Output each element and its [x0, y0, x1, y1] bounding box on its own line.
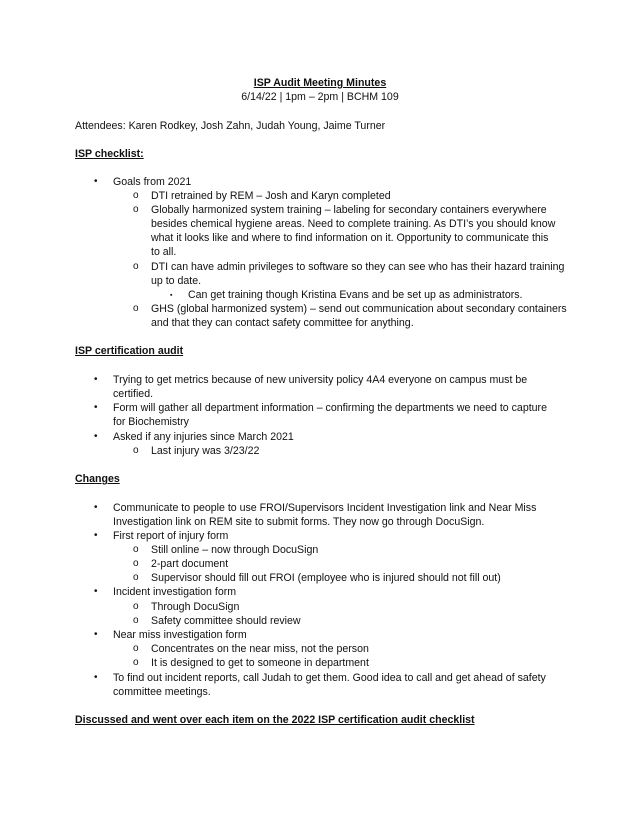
circle-bullet-icon: o [133, 643, 139, 654]
list-item-continuation: Investigation link on REM site to submit forms. They now go through DocuSign. [113, 516, 485, 528]
list-item: Through DocuSign [151, 601, 240, 613]
circle-bullet-icon: o [133, 601, 139, 612]
circle-bullet-icon: o [133, 204, 139, 215]
list-item: Goals from 2021 [113, 176, 192, 188]
list-item-continuation: committee meetings. [113, 686, 211, 698]
list-item: Safety committee should review [151, 615, 301, 627]
list-item: First report of injury form [113, 530, 229, 542]
bullet-icon: • [94, 672, 98, 683]
section-heading: ISP checklist: [75, 148, 144, 160]
list-item: DTI can have admin privileges to software so they can see who has their hazard training [151, 261, 565, 273]
circle-bullet-icon: o [133, 544, 139, 555]
bullet-icon: • [94, 431, 98, 442]
list-item-continuation: certified. [113, 388, 154, 400]
circle-bullet-icon: o [133, 445, 139, 456]
list-item: To find out incident reports, call Judah to get them. Good idea to call and get ahead of safety [113, 672, 546, 684]
list-item: It is designed to get to someone in department [151, 657, 369, 669]
list-item: DTI retrained by REM – Josh and Karyn completed [151, 190, 391, 202]
list-item: Near miss investigation form [113, 629, 247, 641]
list-item: Globally harmonized system training – labeling for secondary containers everywhere [151, 204, 547, 216]
circle-bullet-icon: o [133, 572, 139, 583]
circle-bullet-icon: o [133, 190, 139, 201]
closing-statement: Discussed and went over each item on the 2022 ISP certification audit checklist [75, 714, 475, 726]
circle-bullet-icon: o [133, 558, 139, 569]
list-item: Communicate to people to use FROI/Supervisors Incident Investigation link and Near Miss [113, 502, 537, 514]
circle-bullet-icon: o [133, 261, 139, 272]
circle-bullet-icon: o [133, 657, 139, 668]
bullet-icon: • [94, 586, 98, 597]
list-item-continuation: up to date. [151, 275, 202, 287]
list-item-continuation: besides chemical hygiene areas. Need to complete training. As DTI’s you should know [151, 218, 556, 230]
list-item: Still online – now through DocuSign [151, 544, 319, 556]
list-item: Trying to get metrics because of new university policy 4A4 everyone on campus must be [113, 374, 528, 386]
section-heading: Changes [75, 473, 120, 485]
list-item: Incident investigation form [113, 586, 237, 598]
section-heading: ISP certification audit [75, 345, 184, 357]
list-item-continuation: what it looks like and where to find information on it. Opportunity to communicate this [151, 232, 549, 244]
list-item: GHS (global harmonized system) – send out communication about secondary containers [151, 303, 567, 315]
meeting-details: 6/14/22 | 1pm – 2pm | BCHM 109 [241, 91, 399, 103]
list-item-continuation: and that they can contact safety committee for anything. [151, 317, 414, 329]
circle-bullet-icon: o [133, 615, 139, 626]
bullet-icon: • [94, 530, 98, 541]
page-title: ISP Audit Meeting Minutes [253, 77, 387, 89]
list-item-continuation: for Biochemistry [113, 416, 189, 428]
circle-bullet-icon: o [133, 303, 139, 314]
bullet-icon: • [94, 176, 98, 187]
bullet-icon: • [94, 502, 98, 513]
attendees-line: Attendees: Karen Rodkey, Josh Zahn, Judah Young, Jaime Turner [75, 120, 386, 132]
bullet-icon: • [94, 374, 98, 385]
list-item: Asked if any injuries since March 2021 [113, 431, 294, 443]
list-item: Supervisor should fill out FROI (employee who is injured should not fill out) [151, 572, 501, 584]
list-item: Form will gather all department information – confirming the departments we need to capture [113, 402, 547, 414]
list-item: Can get training though Kristina Evans and be set up as administrators. [188, 289, 523, 301]
list-item: Concentrates on the near miss, not the person [151, 643, 369, 655]
list-item: 2-part document [151, 558, 229, 570]
bullet-icon: • [94, 402, 98, 413]
bullet-icon: • [94, 629, 98, 640]
list-item-continuation: to all. [151, 246, 177, 258]
square-bullet-icon: ▪ [170, 292, 173, 299]
list-item: Last injury was 3/23/22 [151, 445, 260, 457]
